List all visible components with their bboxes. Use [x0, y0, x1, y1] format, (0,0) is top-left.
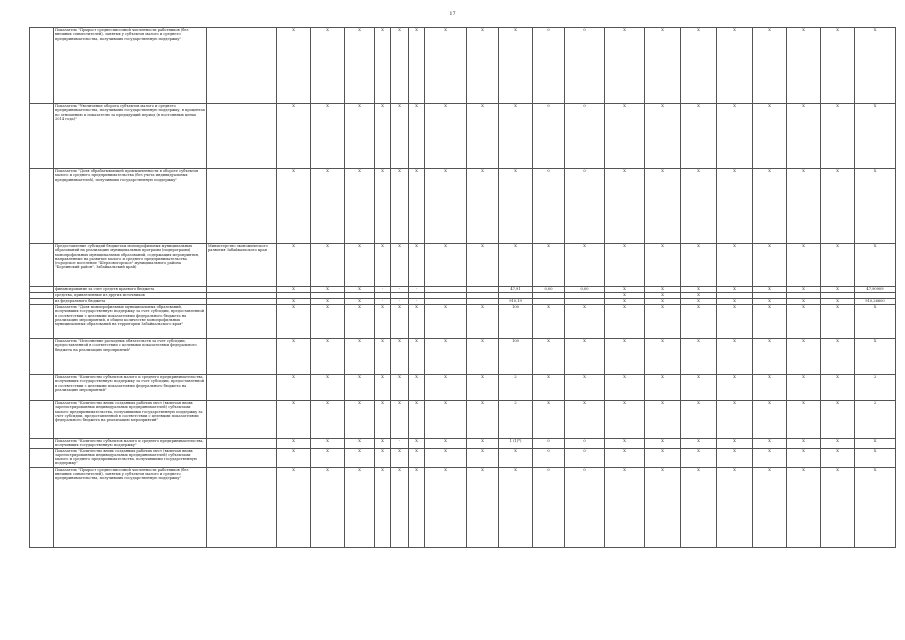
table-cell: Показатель "Количество субъектов малого и среднего предпринимательства, получивших государственную поддержку"	[54, 439, 207, 449]
table-cell: X	[499, 244, 533, 287]
table-cell: 0	[565, 169, 605, 244]
table-cell	[30, 375, 54, 401]
table-cell: X	[681, 448, 717, 467]
table-cell: финансирование за счет средств краевого бюджета	[54, 287, 207, 293]
table-cell: Министерство экономического развития Забайкальского края	[207, 244, 277, 287]
table-cell: 0	[533, 169, 565, 244]
table-cell: X	[753, 28, 787, 104]
table-cell: X	[311, 448, 345, 467]
table-cell: X	[605, 339, 645, 375]
table-row	[30, 104, 896, 169]
table-cell: X	[605, 305, 645, 339]
table-cell: X	[311, 467, 345, 547]
table-cell: 0	[565, 28, 605, 104]
table-cell: X	[753, 448, 787, 467]
table-cell: 2	[499, 375, 533, 401]
table-cell: X	[277, 28, 311, 104]
table-cell: X	[717, 375, 753, 401]
table-cell: X	[375, 169, 391, 244]
table-cell: 100	[499, 305, 533, 339]
table-cell: X	[681, 339, 717, 375]
table-cell: X	[605, 299, 645, 305]
table-cell: X	[753, 467, 787, 547]
table-cell: X	[645, 287, 681, 293]
table-cell: X	[345, 299, 375, 305]
table-cell: X	[645, 169, 681, 244]
table-cell: X	[467, 104, 499, 169]
table-cell: -	[391, 299, 409, 305]
table-cell: X	[717, 287, 753, 293]
table-cell: X	[753, 401, 787, 439]
table-cell: X	[605, 467, 645, 547]
table-cell: X	[311, 439, 345, 449]
table-cell: X	[425, 169, 467, 244]
table-cell: 0	[565, 439, 605, 449]
table-cell: X	[645, 305, 681, 339]
table-cell: X	[345, 339, 375, 375]
table-cell: X	[467, 448, 499, 467]
table-cell: X	[565, 375, 605, 401]
table-cell: 0	[565, 104, 605, 169]
table-cell: X	[533, 375, 565, 401]
table-cell: X	[605, 287, 645, 293]
table-cell: Показатель "Доля обрабатывающей промышленности в обороте субъектов малого и среднего предпринимательства (без учета индивидуальных предпринимателей), получивших государственную поддержку"	[54, 169, 207, 244]
table-cell: X	[311, 244, 345, 287]
table-cell: X	[605, 448, 645, 467]
table-cell: X	[425, 305, 467, 339]
table-cell: X	[717, 439, 753, 449]
table-cell: X	[645, 439, 681, 449]
table-cell: X	[565, 401, 605, 439]
table-cell: X	[821, 104, 855, 169]
table-cell: X	[375, 244, 391, 287]
table-cell: X	[311, 28, 345, 104]
table-cell: X	[855, 305, 896, 339]
table-cell: X	[277, 375, 311, 401]
table-cell: -	[375, 287, 391, 293]
table-cell: 0	[533, 104, 565, 169]
table-cell: -	[391, 439, 409, 449]
table-cell	[207, 467, 277, 547]
table-cell: X	[717, 305, 753, 339]
table-cell: X	[855, 28, 896, 104]
page-number: 17	[449, 11, 456, 17]
table-row	[30, 401, 896, 439]
table-cell: X	[681, 244, 717, 287]
table-cell: X	[375, 467, 391, 547]
table-cell: из федерального бюджета	[54, 299, 207, 305]
table-cell: X	[787, 244, 821, 287]
table-cell: X	[565, 305, 605, 339]
table-cell	[207, 448, 277, 467]
table-cell: X	[565, 244, 605, 287]
table-cell: X	[753, 104, 787, 169]
table-cell	[30, 28, 54, 104]
table-cell: -	[409, 287, 425, 293]
table-cell: 0	[565, 448, 605, 467]
table-cell: Показатель "Доля монопрофильных муниципальных образований, получивших государственную поддержку за счет субсидии, предоставленной в соответствии с целевыми показателями федерального бюджета на реализацию мероприятий, в общем количестве монопрофильных муниципальных образований на территории Забайкальского края"	[54, 305, 207, 339]
table-cell: 1 (1)*)	[499, 439, 533, 449]
table-cell: X	[681, 28, 717, 104]
table-row	[30, 28, 896, 104]
table-cell: X	[681, 293, 717, 299]
table-cell: X	[855, 439, 896, 449]
table-cell: 0,00	[565, 287, 605, 293]
table-cell: X	[311, 339, 345, 375]
table-cell: X	[787, 467, 821, 547]
table-cell: X	[311, 299, 345, 305]
table-cell: X	[565, 339, 605, 375]
table-cell	[30, 339, 54, 375]
table-cell: Показатель "Увеличение оборота субъектов малого и среднего предпринимательства, получивших государственную поддержку, в процентах по отношению к показателю за предыдущий период (в постоянных ценах 2014 года)"	[54, 104, 207, 169]
table-cell: X	[409, 28, 425, 104]
table-cell: X	[855, 244, 896, 287]
table-cell: X	[277, 169, 311, 244]
table-cell: X	[821, 244, 855, 287]
table-cell: X	[717, 339, 753, 375]
table-cell: X	[681, 305, 717, 339]
table-cell	[30, 467, 54, 547]
table-cell: X	[499, 104, 533, 169]
table-cell: X	[311, 287, 345, 293]
table-cell: X	[787, 375, 821, 401]
table-cell: X	[467, 305, 499, 339]
table-cell: X	[345, 375, 375, 401]
table-cell: Показатель "Прирост среднесписочной численности работников (без внешних совместителей), занятых у субъектов малого и среднего предпринимательства, получивших государственную поддержку"	[54, 28, 207, 104]
table-cell: X	[645, 448, 681, 467]
table-cell: X	[821, 401, 855, 439]
table-cell: 100	[499, 339, 533, 375]
table-row	[30, 305, 896, 339]
table-cell: X	[855, 104, 896, 169]
table-cell: X	[753, 299, 787, 305]
table-cell: X	[345, 287, 375, 293]
table-row	[30, 375, 896, 401]
table-cell: X	[345, 467, 375, 547]
program-table	[29, 27, 896, 548]
table-cell: X	[787, 439, 821, 449]
table-cell: X	[681, 299, 717, 305]
table-cell: X	[717, 467, 753, 547]
table-cell: X	[499, 28, 533, 104]
table-cell: X	[425, 28, 467, 104]
table-cell: X	[277, 439, 311, 449]
table-cell: X	[787, 401, 821, 439]
table-cell: 0,00	[533, 287, 565, 293]
table-cell: X	[391, 375, 409, 401]
table-cell: X	[425, 104, 467, 169]
table-cell: Показатель "Количество субъектов малого и среднего предпринимательства, получивших государственную поддержку за счет субсидии, предоставленной в соответствии с целевыми показателями федерального бюджета на реализацию мероприятий"	[54, 375, 207, 401]
table-cell: X	[821, 287, 855, 293]
table-cell: X	[409, 467, 425, 547]
table-cell: X	[717, 244, 753, 287]
table-cell: X	[645, 467, 681, 547]
table-cell	[207, 305, 277, 339]
table-cell: X	[821, 375, 855, 401]
table-cell: X	[277, 401, 311, 439]
table-cell: X	[681, 287, 717, 293]
table-cell: X	[605, 293, 645, 299]
table-cell: Предоставление субсидий бюджетам монопрофильных муниципальных образований на реализацию муниципальных программ (подпрограмм) монопрофильных муниципальных образований, содержащих мероприятия, направленные на развитие малого и среднего предпринимательства (городское поселение "Шерловогорское" муниципального района "Борзинский район", Забайкальский край)	[54, 244, 207, 287]
table-cell	[30, 169, 54, 244]
table-cell: X	[753, 244, 787, 287]
table-cell: X	[391, 244, 409, 287]
table-cell: X	[681, 467, 717, 547]
table-cell	[207, 375, 277, 401]
table-row	[30, 439, 896, 449]
table-cell: X	[821, 448, 855, 467]
table-cell: 0	[533, 439, 565, 449]
table-cell: X	[345, 305, 375, 339]
table-cell: X	[391, 401, 409, 439]
table-cell: X	[425, 467, 467, 547]
table-cell: X	[605, 169, 645, 244]
table-cell: X	[821, 339, 855, 375]
table-cell: X	[821, 169, 855, 244]
table-cell: X	[681, 104, 717, 169]
table-row	[30, 448, 896, 467]
table-cell	[207, 401, 277, 439]
table-cell	[207, 169, 277, 244]
table-cell: X	[855, 467, 896, 547]
table-cell: X	[605, 439, 645, 449]
table-cell: X	[717, 448, 753, 467]
table-cell: X	[533, 244, 565, 287]
table-cell: 910,26600	[855, 299, 896, 305]
table-cell: X	[499, 467, 533, 547]
table-cell: X	[277, 339, 311, 375]
table-cell: 47,91	[499, 287, 533, 293]
table-cell: X	[467, 169, 499, 244]
table-cell: X	[391, 467, 409, 547]
table-cell: X	[345, 401, 375, 439]
table-cell: средства, привлеченные из других источников	[54, 293, 207, 299]
table-cell: X	[753, 339, 787, 375]
table-cell: X	[375, 104, 391, 169]
table-row	[30, 169, 896, 244]
table-cell	[207, 439, 277, 449]
table-cell: X	[717, 169, 753, 244]
table-cell: X	[391, 28, 409, 104]
table-cell: X	[391, 448, 409, 467]
table-cell: X	[425, 339, 467, 375]
table-cell: X	[409, 244, 425, 287]
table-cell: X	[787, 28, 821, 104]
table-cell: X	[277, 467, 311, 547]
table-cell: X	[345, 244, 375, 287]
table-cell: X	[467, 439, 499, 449]
table-cell: X	[345, 439, 375, 449]
table-cell: X	[409, 169, 425, 244]
table-cell: X	[787, 169, 821, 244]
table-cell: X	[409, 339, 425, 375]
table-cell: X	[855, 169, 896, 244]
table-cell: X	[533, 305, 565, 339]
table-cell	[30, 401, 54, 439]
table-cell: X	[645, 244, 681, 287]
table-cell: X	[753, 305, 787, 339]
table-cell: X	[467, 375, 499, 401]
table-cell: X	[425, 244, 467, 287]
table-cell: X	[391, 305, 409, 339]
table-cell: X	[533, 401, 565, 439]
table-cell: X	[375, 28, 391, 104]
table-cell: X	[681, 439, 717, 449]
table-cell: X	[787, 104, 821, 169]
table-cell: X	[467, 244, 499, 287]
table-cell: X	[681, 169, 717, 244]
table-cell: -	[375, 299, 391, 305]
table-cell: X	[409, 401, 425, 439]
table-cell: Показатель "Исполнение расходных обязательств за счет субсидии, предоставленной в соответствии с целевыми показателями федерального бюджета на реализацию мероприятий"	[54, 339, 207, 375]
table-cell: X	[645, 299, 681, 305]
table-cell: X	[681, 401, 717, 439]
table-cell: X	[787, 305, 821, 339]
table-cell: X	[425, 439, 467, 449]
table-cell: X	[605, 28, 645, 104]
table-cell: X	[855, 448, 896, 467]
table-cell: X	[753, 169, 787, 244]
table-cell	[207, 339, 277, 375]
table-cell: X	[409, 439, 425, 449]
table-cell: X	[645, 339, 681, 375]
table-cell: X	[375, 439, 391, 449]
table-cell: X	[409, 448, 425, 467]
table-cell: 0	[533, 467, 565, 547]
table-cell: X	[605, 244, 645, 287]
table-cell: X	[467, 28, 499, 104]
table-cell: X	[645, 28, 681, 104]
table-cell	[30, 448, 54, 467]
table-cell: X	[345, 448, 375, 467]
table-cell: X	[467, 467, 499, 547]
table-cell: 2	[855, 375, 896, 401]
table-cell: X	[391, 104, 409, 169]
table-cell: X	[311, 169, 345, 244]
table-cell	[30, 104, 54, 169]
table-cell: X	[311, 305, 345, 339]
table-cell: X	[753, 287, 787, 293]
table-cell: X	[311, 375, 345, 401]
table-cell	[30, 305, 54, 339]
table-cell: X	[499, 448, 533, 467]
table-cell: X	[533, 339, 565, 375]
table-cell	[207, 104, 277, 169]
table-cell: Показатель "Количество вновь созданных рабочих мест (включая вновь зарегистрированных индивидуальных предпринимателей) субъектами малого предпринимательства, получившими государственную поддержку за счет субсидии, предоставленной в соответствии с целевыми показателями федерального бюджета на реализацию мероприятий"	[54, 401, 207, 439]
table-cell: 0	[533, 28, 565, 104]
table-cell: X	[645, 293, 681, 299]
table-cell: X	[425, 401, 467, 439]
table-cell: 910,19	[499, 299, 533, 305]
table-cell: X	[277, 448, 311, 467]
table-cell: X	[409, 375, 425, 401]
table-cell	[30, 244, 54, 287]
table-cell: X	[375, 339, 391, 375]
table-cell: 0	[565, 467, 605, 547]
table-cell: X	[753, 439, 787, 449]
table-cell: X	[787, 287, 821, 293]
table-cell: X	[821, 299, 855, 305]
table-cell: X	[821, 467, 855, 547]
table-cell	[30, 439, 54, 449]
table-cell: X	[855, 339, 896, 375]
table-cell: X	[681, 375, 717, 401]
table-cell: X	[645, 375, 681, 401]
table-cell: X	[375, 375, 391, 401]
table-cell: X	[375, 401, 391, 439]
table-body	[30, 28, 896, 548]
table-cell: 2	[855, 401, 896, 439]
table-cell: X	[277, 287, 311, 293]
table-cell: X	[787, 339, 821, 375]
table-cell: X	[391, 169, 409, 244]
table-cell: -	[409, 299, 425, 305]
table-cell: X	[277, 299, 311, 305]
table-cell: X	[409, 104, 425, 169]
table-cell: 0	[533, 448, 565, 467]
table-cell: X	[821, 439, 855, 449]
table-cell: X	[717, 28, 753, 104]
table-cell: X	[425, 448, 467, 467]
table-cell: X	[311, 104, 345, 169]
table-cell: X	[375, 305, 391, 339]
table-cell: X	[409, 305, 425, 339]
table-cell: X	[345, 169, 375, 244]
table-cell: X	[425, 375, 467, 401]
table-cell: X	[787, 299, 821, 305]
table-cell: 47,90909	[855, 287, 896, 293]
table-cell: X	[821, 28, 855, 104]
table-cell	[207, 28, 277, 104]
table-cell: X	[605, 375, 645, 401]
table-cell: X	[717, 299, 753, 305]
table-cell: X	[277, 305, 311, 339]
table-cell: X	[467, 339, 499, 375]
table-cell: X	[391, 339, 409, 375]
table-cell: X	[717, 104, 753, 169]
table-row	[30, 467, 896, 547]
table-row	[30, 244, 896, 287]
table-cell: X	[605, 401, 645, 439]
table-cell: X	[311, 401, 345, 439]
table-cell: -	[391, 287, 409, 293]
table-cell: X	[645, 401, 681, 439]
table-cell: X	[277, 104, 311, 169]
table-cell: 2	[499, 401, 533, 439]
table-cell: Показатель "Количество вновь созданных рабочих мест (включая вновь зарегистрированных индивидуальных предпринимателей) субъектами малого и среднего предпринимательства, получившими государственную поддержку"	[54, 448, 207, 467]
table-cell: X	[821, 305, 855, 339]
table-cell: X	[277, 244, 311, 287]
table-cell: X	[645, 104, 681, 169]
table-cell: X	[605, 104, 645, 169]
table-cell: X	[345, 104, 375, 169]
table-cell: X	[345, 28, 375, 104]
table-cell: X	[717, 401, 753, 439]
table-cell: X	[375, 448, 391, 467]
table-cell: X	[787, 448, 821, 467]
table-cell: Показатель "Прирост среднесписочной численности работников (без внешних совместителей), занятых у субъектов малого и среднего предпринимательства, получивших государственную поддержку"	[54, 467, 207, 547]
table-cell: X	[467, 401, 499, 439]
table-row	[30, 339, 896, 375]
table-cell: X	[753, 375, 787, 401]
table-cell: X	[499, 169, 533, 244]
